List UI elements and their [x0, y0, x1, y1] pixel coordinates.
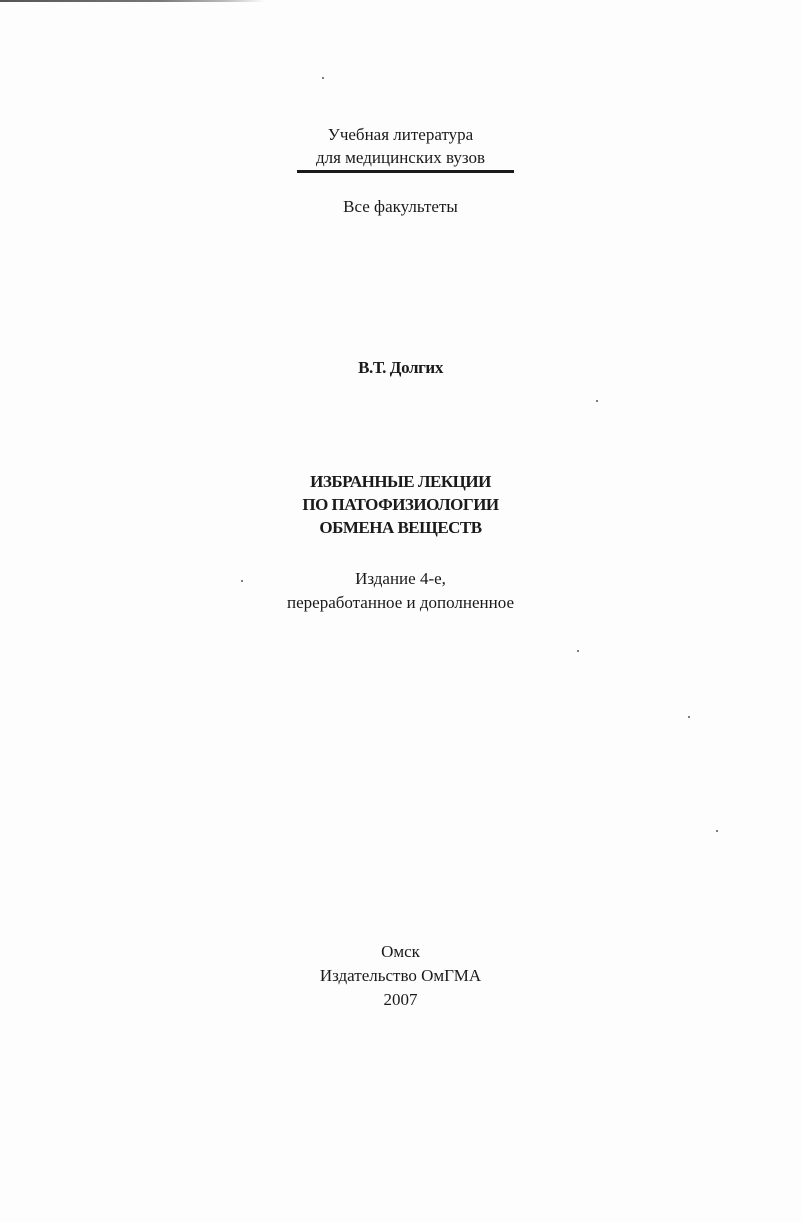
faculties-label: Все факультеты [343, 197, 458, 216]
imprint-publisher: Издательство ОмГМА [319, 966, 482, 985]
imprint-city: Омск [381, 942, 420, 961]
series-heading [0, 123, 801, 169]
scan-speck [716, 830, 718, 832]
scan-speck [688, 716, 690, 718]
edition-line-2: переработанное и дополненное [287, 593, 514, 612]
series-line-2: для медицинских вузов [315, 148, 486, 167]
scan-speck [322, 77, 324, 79]
author-name: В.Т. Долгих [358, 358, 443, 377]
scan-speck [577, 650, 579, 652]
book-title [0, 470, 801, 539]
title-line-3: ОБМЕНА ВЕЩЕСТВ [319, 518, 482, 537]
title-line-2: ПО ПАТОФИЗИОЛОГИИ [302, 495, 499, 514]
imprint [0, 940, 801, 1012]
scan-speck [596, 400, 598, 402]
edition-line-1: Издание 4-е, [355, 569, 446, 588]
scan-edge-mark [0, 0, 265, 2]
title-line-1: ИЗБРАННЫЕ ЛЕКЦИИ [310, 472, 491, 491]
edition-info [0, 567, 801, 615]
imprint-year: 2007 [383, 990, 418, 1009]
series-line-1: Учебная литература [327, 125, 474, 144]
series-underline [297, 170, 514, 173]
